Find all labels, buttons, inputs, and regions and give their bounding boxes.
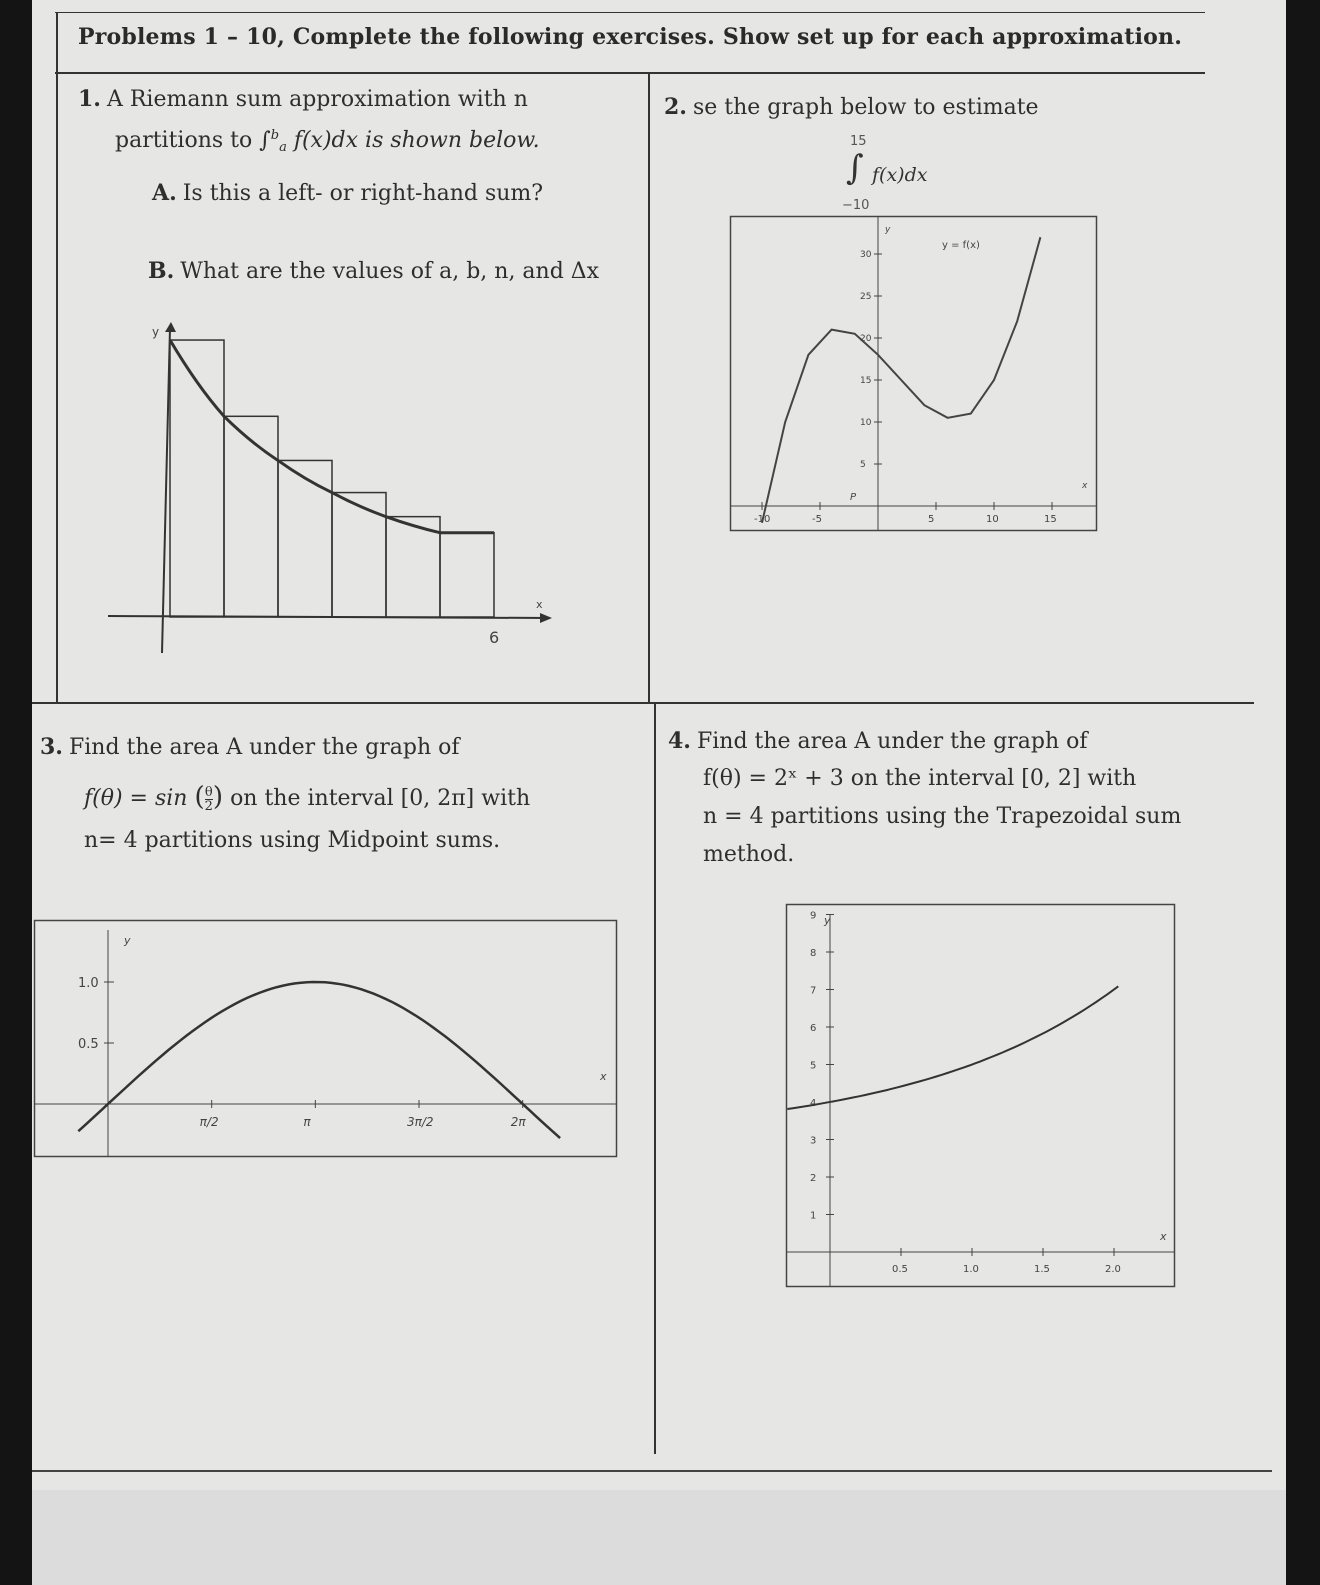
y-tick-label-0.5: 0.5	[78, 1037, 99, 1052]
integral-sign: ∫	[259, 128, 271, 153]
point-label: P	[850, 492, 857, 503]
x-tick-label--5: -5	[812, 514, 822, 525]
problem1-text2b: f(x)dx is shown below.	[293, 128, 540, 153]
y-axis-label: y	[885, 225, 891, 235]
problem1-text1: A Riemann sum approximation with n	[106, 87, 528, 112]
problem4-text2: f(θ) = 2ˣ + 3 on the interval [0, 2] with	[703, 766, 1137, 791]
y-axis-label: y	[152, 325, 160, 339]
y-tick-label-15: 15	[860, 376, 872, 386]
y-axis-arrow	[165, 322, 176, 332]
header-rule-top	[55, 12, 1205, 13]
problem1-line1	[78, 86, 528, 112]
x-axis-label: x	[1160, 1230, 1167, 1243]
x-tick-label-0.5: 0.5	[892, 1264, 908, 1275]
y-ticks	[78, 976, 114, 1052]
problem1-partA	[152, 180, 543, 206]
problem3-line3	[84, 828, 500, 853]
curve-label: y = f(x)	[942, 240, 980, 251]
y-tick-label-25: 25	[860, 292, 872, 302]
problem4-text4: method.	[703, 842, 795, 867]
graph-frame	[787, 905, 1175, 1287]
y-tick-label-4: 4	[810, 1098, 817, 1109]
riemann-sum-graph	[100, 318, 560, 658]
problem4-text3: n = 4 partitions using the Trapezoidal sum	[703, 804, 1182, 829]
frac-den: 2	[204, 798, 213, 814]
problem3-line2: f(θ) = sin ( $\frac{\theta}{2}$ ) on the interval [0, 2π] with	[84, 782, 531, 814]
worksheet-header: Problems 1 – 10, Complete the following exercises. Show set up for each approximation.	[78, 24, 1183, 50]
center-divider	[648, 74, 650, 704]
sine-curve	[78, 982, 560, 1138]
riemann-bar-2	[224, 416, 278, 617]
problem4-text1: Find the area A under the graph of	[696, 729, 1088, 754]
x-tick-label-1: π/2	[199, 1115, 219, 1129]
problem1-partB	[148, 258, 599, 284]
riemann-bars	[170, 340, 494, 617]
x-tick-label-1.5: 1.5	[1034, 1264, 1050, 1275]
y-tick-label-9: 9	[810, 910, 817, 922]
int-upper-b: b	[270, 128, 280, 143]
x-tick-label-2: π	[303, 1115, 311, 1129]
problem3-text3: n= 4 partitions using Midpoint sums.	[84, 828, 501, 853]
y-tick-label-5: 5	[860, 460, 866, 470]
x-axis-label: x	[1082, 481, 1088, 491]
problem4-number: 4.	[668, 728, 691, 754]
riemann-bar-6	[440, 533, 494, 617]
integrand: f(x)dx	[872, 164, 928, 186]
problem3-text2: on the interval [0, 2π] with	[230, 786, 531, 811]
theta-over-2	[205, 786, 213, 813]
middle-rule	[32, 702, 1254, 704]
exponential-curve	[787, 986, 1118, 1109]
problem4-line4	[703, 842, 794, 867]
problem2-line1	[664, 94, 1039, 120]
x-tick-label--10: -10	[754, 514, 771, 525]
bottom-rule	[32, 1470, 1272, 1472]
problem4-line3	[703, 804, 1181, 829]
y-tick-label-3: 3	[810, 1135, 817, 1147]
x-tick-label-10: 10	[986, 514, 999, 525]
partB-label: B.	[148, 258, 175, 284]
problem1-text2a: partitions to	[115, 128, 253, 153]
y-tick-label-2: 2	[810, 1173, 817, 1184]
exponential-graph	[786, 904, 1180, 1298]
int-lower-neg10: −10	[842, 198, 870, 213]
header-rule-bottom	[55, 72, 1205, 74]
problem2-integral	[836, 134, 966, 218]
cubic-curve	[762, 237, 1040, 523]
partA-label: A.	[152, 180, 177, 206]
problem4-line2	[703, 766, 1136, 791]
y-ticks	[860, 250, 882, 470]
problem4-line1	[668, 728, 1088, 754]
y-axis-label: y	[824, 914, 831, 927]
y-axis-label: y	[124, 934, 131, 947]
riemann-bar-4	[332, 493, 386, 617]
x-tick-label-5: 5	[928, 514, 935, 525]
int-upper-15: 15	[850, 134, 867, 149]
partA-text: Is this a left- or right-hand sum?	[182, 181, 544, 206]
x-tick-label-1.0: 1.0	[963, 1264, 979, 1275]
y-tick-label-8: 8	[810, 948, 817, 959]
x-tick-label-2.0: 2.0	[1105, 1264, 1121, 1275]
y-tick-label-7: 7	[810, 985, 817, 997]
x-tick-label-4: 2π	[510, 1115, 526, 1129]
graph-frame	[731, 217, 1097, 531]
cubic-graph	[730, 216, 1100, 536]
problem3-func: f(θ) = sin	[84, 786, 188, 811]
problem3-number: 3.	[40, 734, 63, 760]
graph-frame	[35, 921, 617, 1157]
sine-graph	[34, 920, 620, 1164]
y-tick-label-10: 10	[860, 418, 872, 428]
y-tick-label-30: 30	[860, 250, 872, 260]
problem3-text1: Find the area A under the graph of	[68, 735, 460, 760]
problem1-line2	[115, 128, 540, 155]
left-border	[56, 12, 58, 702]
int-lower-a: a	[279, 140, 287, 155]
x-ticks	[754, 502, 1057, 525]
x-axis-label: x	[536, 598, 543, 611]
problem1-number: 1.	[78, 86, 101, 112]
problem3-line1	[40, 734, 460, 760]
x-tick-label-15: 15	[1044, 514, 1057, 525]
paper-shadow	[32, 1490, 1286, 1585]
partB-text: What are the values of a, b, n, and Δx	[180, 259, 600, 284]
x-axis-label: x	[600, 1070, 607, 1083]
center-divider-lower	[654, 704, 656, 1454]
riemann-bar-3	[278, 460, 332, 617]
x-tick-label-3: 3π/2	[407, 1115, 434, 1129]
y-axis	[162, 328, 170, 653]
integral-sign: ∫	[846, 148, 864, 188]
y-tick-label-1: 1	[810, 1210, 817, 1222]
y-tick-label-20: 20	[860, 334, 872, 344]
frac-num: θ	[204, 784, 213, 800]
problem2-text: se the graph below to estimate	[692, 95, 1039, 120]
x-tick-6: 6	[489, 628, 500, 647]
y-tick-label-6: 6	[810, 1023, 817, 1034]
y-tick-label-1.0: 1.0	[78, 976, 99, 991]
x-axis-arrow	[540, 613, 552, 623]
problem2-number: 2.	[664, 94, 687, 120]
y-tick-label-5: 5	[810, 1060, 817, 1072]
